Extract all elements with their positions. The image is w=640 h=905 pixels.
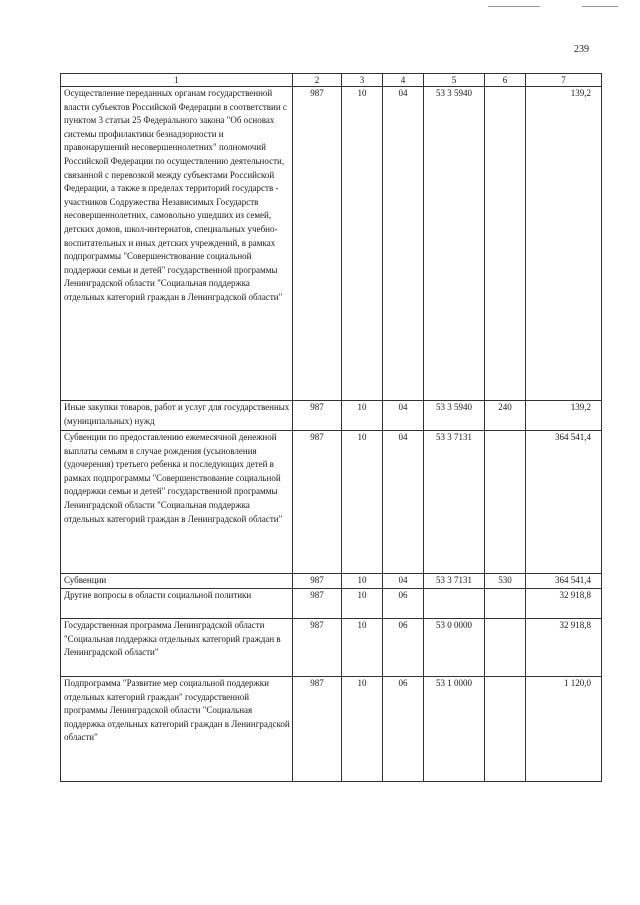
column-header: 5 bbox=[424, 74, 485, 87]
cell-admin-code: 987 bbox=[293, 87, 342, 401]
row-name: Осуществление переданных органам государственной власти субъектов Российской Федерации в соответствии с пунктом 3 статьи 25 Федерального закона "Об основах системы профилактики безнадзорности и правонарушений несовершеннолетних" полномочий Российской Федерации по осуществлению деятельности, связанной с перевозкой между субъектами Российской Федерации, а также в пределах территорий государств - участников Содружества Независимых Государств несовершеннолетних, самовольно ушедших из семей, детских домов, школ-интернатов, специальных учебно-воспитательных и иных детских учреждений, в рамках подпрограммы "Совершенствование социальной поддержки семьи и детей" государственной программы Ленинградской области "Социальная поддержка отдельных категорий граждан в Ленинградской области" bbox=[61, 87, 293, 401]
table-row bbox=[61, 589, 602, 619]
table-row bbox=[61, 87, 602, 401]
cell-target-article: 53 0 0000 bbox=[424, 619, 485, 677]
cell-section: 10 bbox=[342, 87, 383, 401]
cell-admin-code: 987 bbox=[293, 589, 342, 619]
cell-expense-type bbox=[485, 619, 526, 677]
cell-section: 10 bbox=[342, 589, 383, 619]
cell-subsection: 06 bbox=[383, 619, 424, 677]
cell-expense-type bbox=[485, 677, 526, 782]
cell-subsection: 04 bbox=[383, 431, 424, 574]
cell-target-article: 53 3 7131 bbox=[424, 574, 485, 589]
table-row bbox=[61, 431, 602, 574]
cell-subsection: 04 bbox=[383, 401, 424, 431]
cell-amount: 1 120,0 bbox=[526, 677, 602, 782]
table-row bbox=[61, 619, 602, 677]
scan-mark bbox=[582, 6, 618, 7]
cell-subsection: 04 bbox=[383, 87, 424, 401]
row-name: Государственная программа Ленинградской области "Социальная поддержка отдельных категорий граждан в Ленинградской области" bbox=[61, 619, 293, 677]
cell-target-article: 53 1 0000 bbox=[424, 677, 485, 782]
table-row bbox=[61, 574, 602, 589]
cell-amount: 32 918,8 bbox=[526, 589, 602, 619]
column-header: 3 bbox=[342, 74, 383, 87]
cell-section: 10 bbox=[342, 401, 383, 431]
cell-admin-code: 987 bbox=[293, 431, 342, 574]
cell-section: 10 bbox=[342, 619, 383, 677]
cell-section: 10 bbox=[342, 677, 383, 782]
row-name: Подпрограмма "Развитие мер социальной поддержки отдельных категорий граждан" государственной программы Ленинградской области "Социальная поддержка отдельных категорий граждан в Ленинградской области" bbox=[61, 677, 293, 782]
cell-admin-code: 987 bbox=[293, 677, 342, 782]
cell-admin-code: 987 bbox=[293, 574, 342, 589]
cell-amount: 139,2 bbox=[526, 401, 602, 431]
table-row bbox=[61, 401, 602, 431]
cell-target-article: 53 3 5940 bbox=[424, 87, 485, 401]
cell-target-article: 53 3 7131 bbox=[424, 431, 485, 574]
cell-expense-type: 240 bbox=[485, 401, 526, 431]
cell-admin-code: 987 bbox=[293, 619, 342, 677]
row-name: Иные закупки товаров, работ и услуг для государственных (муниципальных) нужд bbox=[61, 401, 293, 431]
cell-amount: 139,2 bbox=[526, 87, 602, 401]
cell-subsection: 06 bbox=[383, 589, 424, 619]
cell-amount: 32 918,8 bbox=[526, 619, 602, 677]
cell-subsection: 06 bbox=[383, 677, 424, 782]
page-number: 239 bbox=[574, 44, 589, 55]
cell-amount: 364 541,4 bbox=[526, 574, 602, 589]
row-name: Субвенции bbox=[61, 574, 293, 589]
cell-expense-type bbox=[485, 87, 526, 401]
column-header: 2 bbox=[293, 74, 342, 87]
budget-table bbox=[60, 73, 602, 782]
column-header: 4 bbox=[383, 74, 424, 87]
table-row bbox=[61, 677, 602, 782]
cell-expense-type: 530 bbox=[485, 574, 526, 589]
header-row bbox=[61, 74, 602, 87]
scan-mark bbox=[488, 6, 540, 7]
cell-amount: 364 541,4 bbox=[526, 431, 602, 574]
column-header: 6 bbox=[485, 74, 526, 87]
cell-section: 10 bbox=[342, 574, 383, 589]
cell-section: 10 bbox=[342, 431, 383, 574]
cell-subsection: 04 bbox=[383, 574, 424, 589]
column-header: 1 bbox=[61, 74, 293, 87]
cell-target-article bbox=[424, 589, 485, 619]
cell-expense-type bbox=[485, 431, 526, 574]
cell-admin-code: 987 bbox=[293, 401, 342, 431]
cell-expense-type bbox=[485, 589, 526, 619]
row-name: Другие вопросы в области социальной политики bbox=[61, 589, 293, 619]
column-header: 7 bbox=[526, 74, 602, 87]
cell-target-article: 53 3 5940 bbox=[424, 401, 485, 431]
row-name: Субвенции по предоставлению ежемесячной денежной выплаты семьям в случае рождения (усыновления (удочерения) третьего ребенка и последующих детей в рамках подпрограммы "Совершенствование социальной поддержки семьи и детей" государственной программы Ленинградской области "Социальная поддержка отдельных категорий граждан в Ленинградской области" bbox=[61, 431, 293, 574]
